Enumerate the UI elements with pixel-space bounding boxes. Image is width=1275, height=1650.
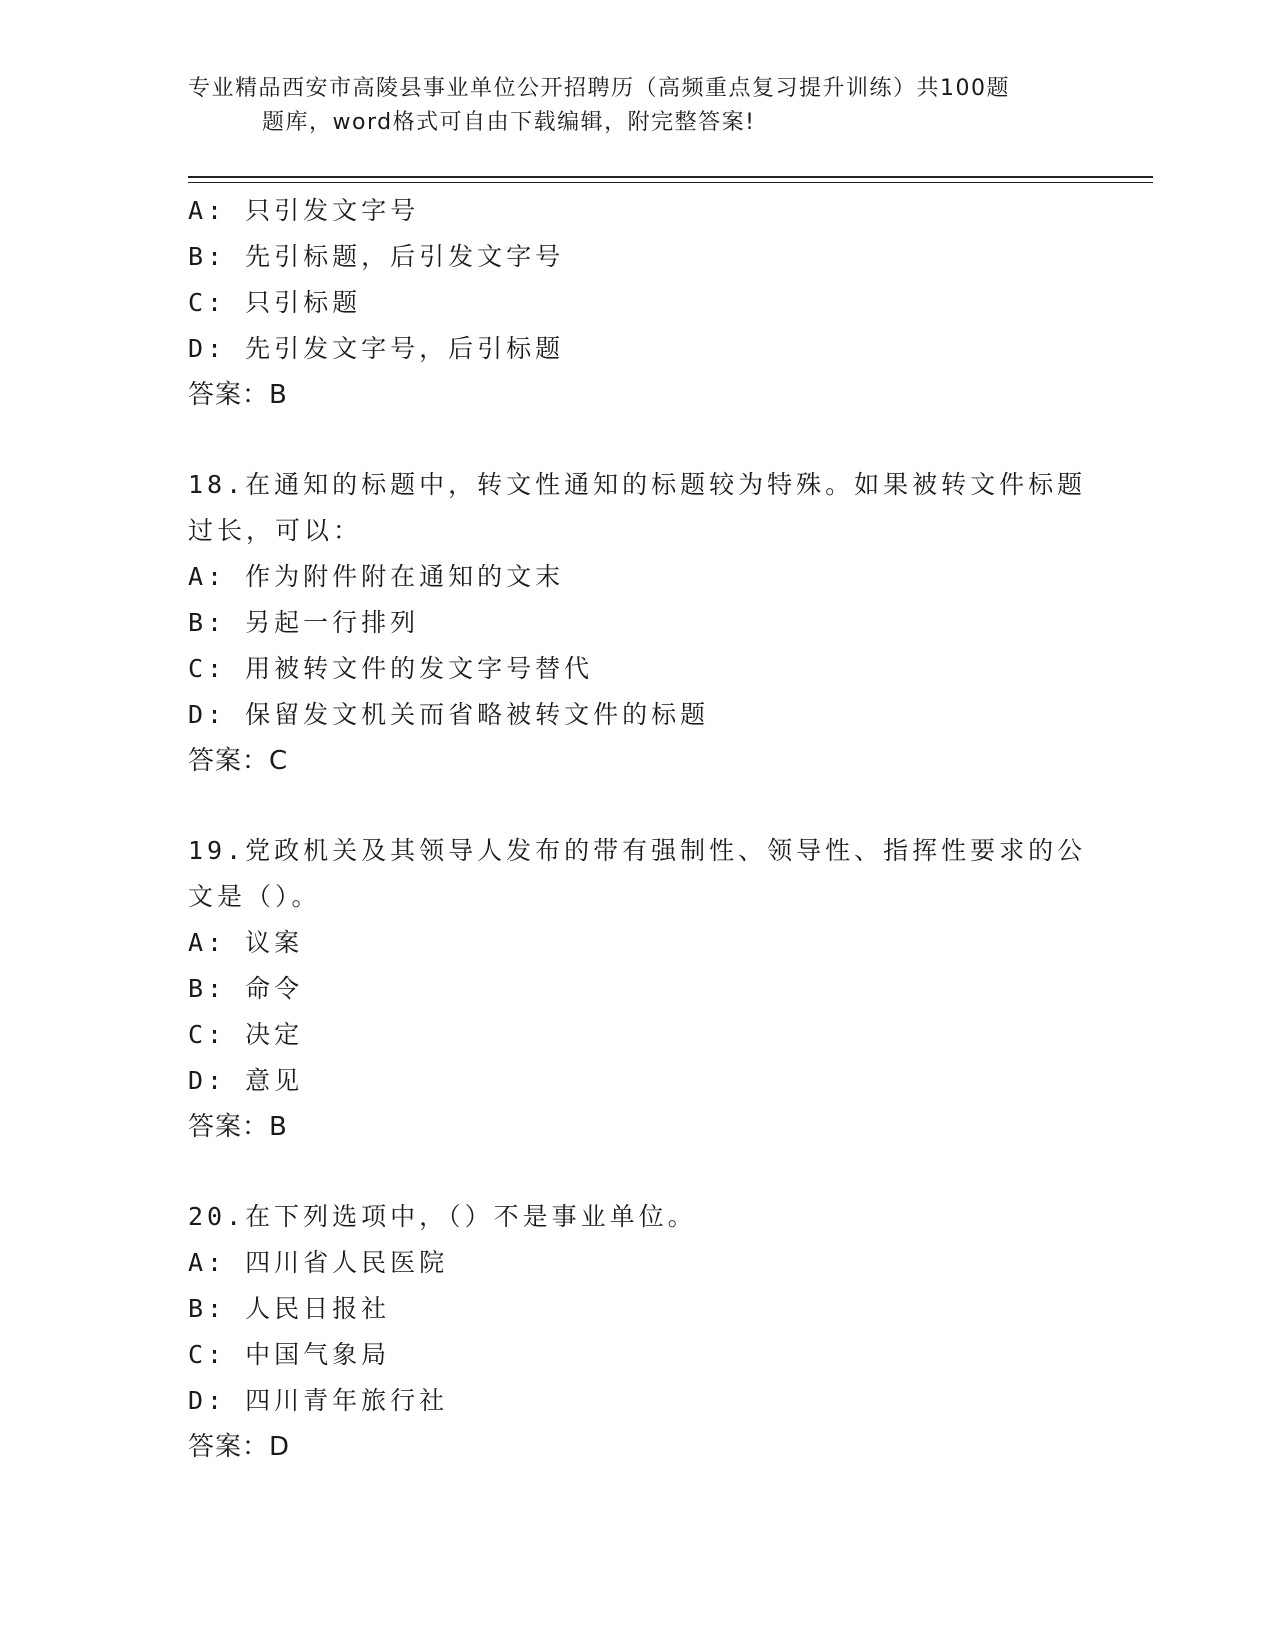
question-stem-continued: 过长，可以： <box>188 516 363 545</box>
option-d: D: 意见 <box>188 1066 304 1095</box>
header-divider-thin <box>188 182 1153 183</box>
header-title-line1: 专业精品西安市高陵县事业单位公开招聘历（高频重点复习提升训练）共100题 <box>188 76 1010 101</box>
option-c: C: 中国气象局 <box>188 1340 391 1369</box>
question-19 <box>188 828 1088 1150</box>
option-a: A: 作为附件附在通知的文末 <box>188 562 565 591</box>
option-d: D: 先引发文字号，后引标题 <box>188 334 565 363</box>
header-title-line2: 题库，word格式可自由下载编辑，附完整答案! <box>262 110 756 135</box>
option-b: B: 命令 <box>188 974 304 1003</box>
option-d: D: 保留发文机关而省略被转文件的标题 <box>188 700 710 729</box>
option-c: C: 只引标题 <box>188 288 362 317</box>
document-header <box>188 72 1068 140</box>
question-17 <box>188 188 1088 418</box>
option-a: A: 四川省人民医院 <box>188 1248 449 1277</box>
question-stem: 20.在下列选项中，（）不是事业单位。 <box>188 1202 697 1231</box>
answer: 答案：B <box>188 380 288 410</box>
answer: 答案：D <box>188 1432 291 1462</box>
option-a: A: 议案 <box>188 928 304 957</box>
question-stem-continued: 文是（）。 <box>188 882 321 911</box>
option-c: C: 决定 <box>188 1020 304 1049</box>
option-d: D: 四川青年旅行社 <box>188 1386 449 1415</box>
option-b: B: 先引标题，后引发文字号 <box>188 242 565 271</box>
option-b: B: 人民日报社 <box>188 1294 391 1323</box>
option-a: A: 只引发文字号 <box>188 196 420 225</box>
question-18 <box>188 462 1088 784</box>
question-stem: 18.在通知的标题中，转文性通知的标题较为特殊。如果被转文件标题 <box>188 470 1087 499</box>
option-b: B: 另起一行排列 <box>188 608 420 637</box>
question-stem: 19.党政机关及其领导人发布的带有强制性、领导性、指挥性要求的公 <box>188 836 1087 865</box>
header-divider-thick <box>188 176 1153 178</box>
question-list <box>188 188 1088 1470</box>
answer: 答案：B <box>188 1112 288 1142</box>
question-20 <box>188 1194 1088 1470</box>
answer: 答案：C <box>188 746 289 776</box>
option-c: C: 用被转文件的发文字号替代 <box>188 654 594 683</box>
